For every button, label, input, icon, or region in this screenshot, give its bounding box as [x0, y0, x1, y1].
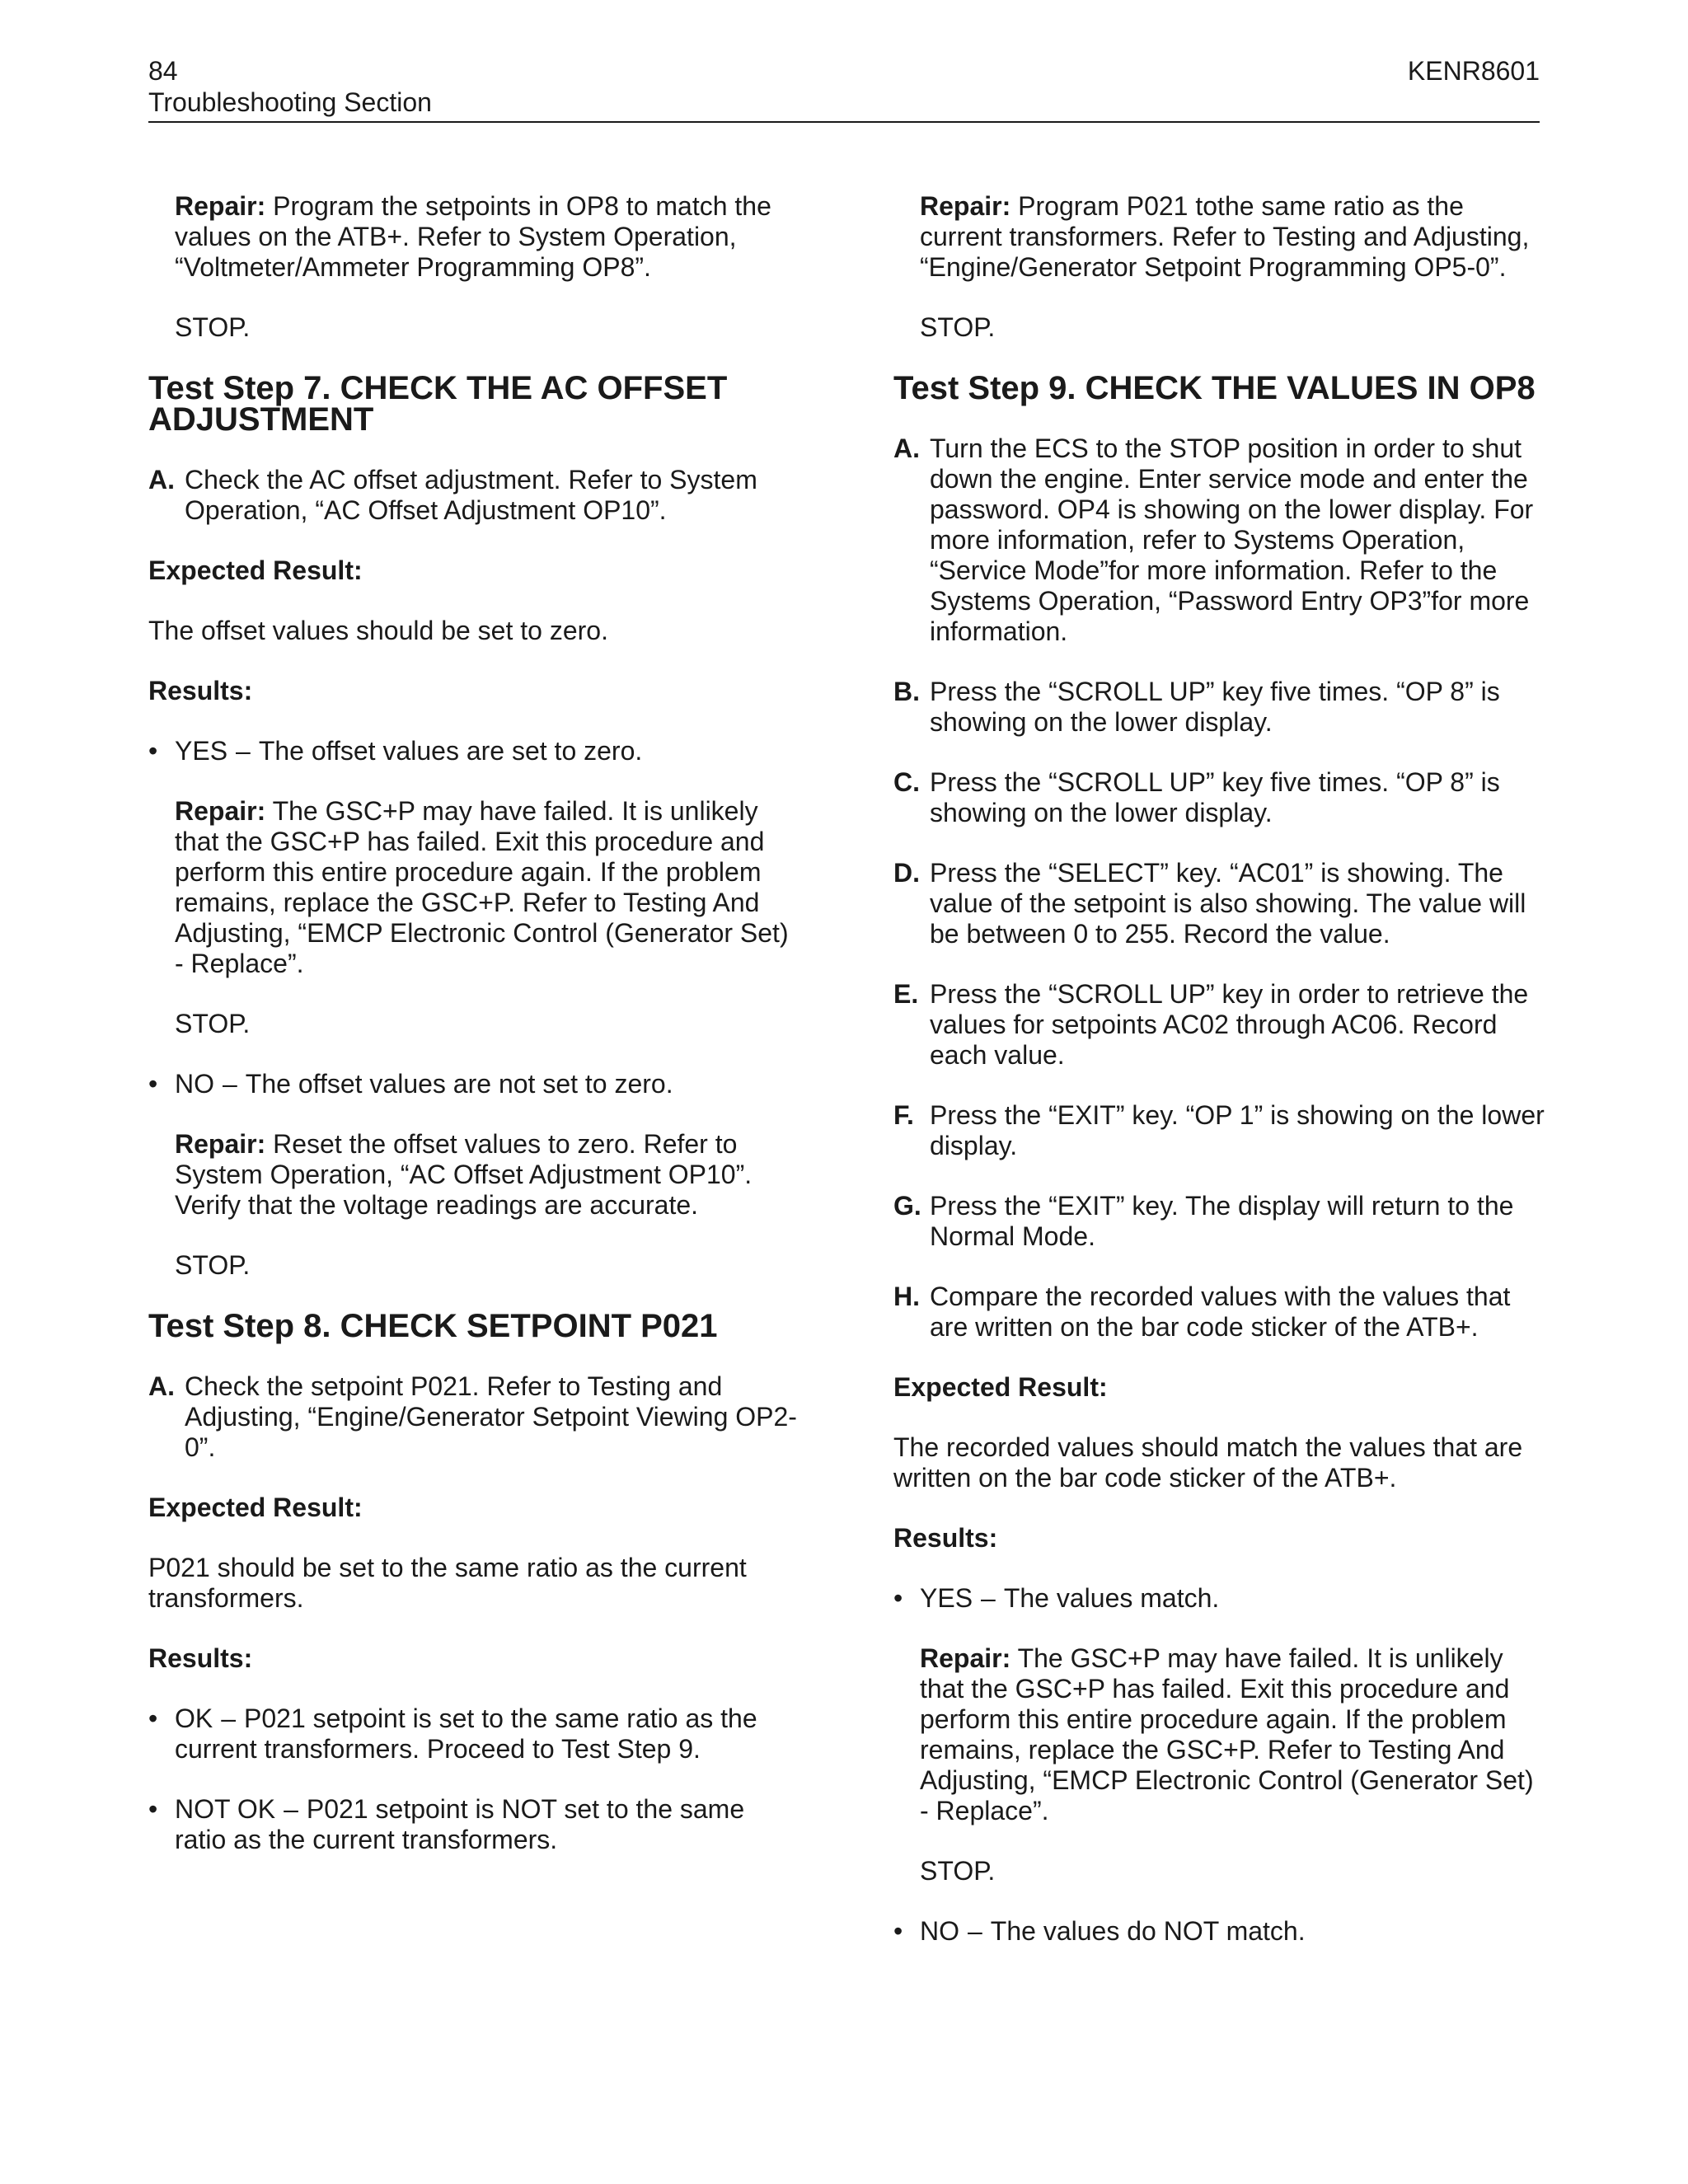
stop-text: STOP.: [920, 1856, 996, 1886]
expected-result-label: Expected Result:: [893, 1372, 1108, 1402]
step9-heading: Test Step 9. CHECK THE VALUES IN OP8: [893, 370, 1536, 406]
step9-item-h: [893, 1282, 1545, 1343]
result-key: NOT OK: [175, 1794, 276, 1824]
step-text: Check the AC offset adjustment. Refer to System Operation, “AC Offset Adjustment OP10”.: [185, 465, 757, 525]
step-letter: C.: [893, 767, 920, 797]
result-not-ok: [148, 1794, 799, 1855]
repair-text: The GSC+P may have failed. It is unlikely that the GSC+P has failed. Exit this procedure and perform this entire procedure again. If the problem remains, replace the GSC+P. Refer to Testing And Adjusting, “EMCP Electronic Control (Generator Set) - Replace”.: [175, 796, 789, 978]
result-yes: [893, 1583, 1545, 1614]
result-no: [148, 1069, 799, 1099]
step-letter: F.: [893, 1100, 914, 1130]
step-text: Press the “EXIT” key. The display will return to the Normal Mode.: [930, 1191, 1514, 1251]
bullet-glyph: •: [148, 1794, 158, 1824]
repair-text: The GSC+P may have failed. It is unlikely that the GSC+P has failed. Exit this procedure and perform this entire procedure again. If the problem remains, replace the GSC+P. Refer to Testing And Adjusting, “EMCP Electronic Control (Generator Set) - Replace”.: [920, 1643, 1534, 1825]
step9-item-e: [893, 979, 1545, 1071]
expected-result-label: Expected Result:: [148, 1493, 363, 1522]
bullet-glyph: •: [148, 1069, 158, 1099]
stop-text: STOP.: [175, 1009, 251, 1038]
page-number: 84: [148, 56, 178, 86]
step9-item-d: [893, 858, 1545, 949]
section-title: Troubleshooting Section: [148, 87, 432, 117]
bullet-glyph: •: [893, 1916, 903, 1946]
result-yes: [148, 736, 799, 766]
step-letter: A.: [893, 434, 920, 463]
right-column: [893, 191, 1545, 1976]
result-text: The values match.: [1003, 1583, 1220, 1613]
stop-text: STOP.: [920, 312, 996, 342]
step9-item-b: [893, 677, 1545, 738]
step-letter: H.: [893, 1282, 920, 1311]
step-letter: D.: [893, 858, 920, 888]
results-label: Results:: [148, 676, 253, 705]
step-text: Compare the recorded values with the values that are written on the bar code sticker of the ATB+.: [930, 1282, 1511, 1342]
step-letter: A.: [148, 465, 175, 494]
repair-paragraph: [893, 191, 1545, 283]
step-letter: E.: [893, 979, 919, 1009]
repair-text: Reset the offset values to zero. Refer to System Operation, “AC Offset Adjustment OP10”. Verify that the voltage readings are accurate.: [175, 1129, 753, 1220]
step8-heading: Test Step 8. CHECK SETPOINT P021: [148, 1308, 718, 1344]
repair-label: Repair:: [175, 1129, 266, 1159]
expected-result-text: The offset values should be set to zero.: [148, 616, 608, 645]
step-text: Turn the ECS to the STOP position in order to shut down the engine. Enter service mode and enter the password. OP4 is showing on the lower display. For more information, refer to Systems Operation, “Service Mode”for more information. Refer to the Systems Operation, “Password Entry OP3”for more information.: [930, 434, 1534, 646]
result-text: The values do NOT match.: [990, 1916, 1306, 1946]
dash-glyph: –: [236, 736, 251, 766]
bullet-glyph: •: [893, 1583, 903, 1613]
expected-result-text: The recorded values should match the values that are written on the bar code sticker of the ATB+.: [893, 1432, 1523, 1493]
result-key: NO: [175, 1069, 214, 1099]
result-text: The offset values are not set to zero.: [245, 1069, 673, 1099]
header-rule: [148, 121, 1540, 123]
result-key: NO: [920, 1916, 959, 1946]
result-key: YES: [175, 736, 228, 766]
document-id: KENR8601: [1407, 56, 1540, 86]
step-letter: A.: [148, 1371, 175, 1401]
repair-paragraph: [148, 1129, 799, 1221]
results-label: Results:: [893, 1523, 998, 1553]
dash-glyph: –: [981, 1583, 996, 1613]
repair-label: Repair:: [920, 1643, 1011, 1673]
bullet-glyph: •: [148, 1704, 158, 1733]
repair-paragraph: [148, 191, 799, 283]
step-text: Press the “SCROLL UP” key five times. “OP 8” is showing on the lower display.: [930, 767, 1500, 827]
expected-result-text: P021 should be set to the same ratio as the current transformers.: [148, 1553, 747, 1613]
expected-result-label: Expected Result:: [148, 555, 363, 585]
step-text: Press the “SCROLL UP” key five times. “OP 8” is showing on the lower display.: [930, 677, 1500, 737]
dash-glyph: –: [284, 1794, 298, 1824]
step-text: Press the “SCROLL UP” key in order to retrieve the values for setpoints AC02 through AC06. Record each value.: [930, 979, 1529, 1070]
step-letter: G.: [893, 1191, 921, 1221]
result-key: OK: [175, 1704, 213, 1733]
step9-item-a: [893, 434, 1545, 647]
step-letter: B.: [893, 677, 920, 706]
dash-glyph: –: [223, 1069, 237, 1099]
result-text: P021 setpoint is set to the same ratio as the current transformers. Proceed to Test Step 9.: [175, 1704, 757, 1764]
left-column: [148, 191, 799, 1885]
repair-paragraph: [148, 796, 799, 979]
stop-text: STOP.: [175, 1250, 251, 1280]
stop-text: STOP.: [175, 312, 251, 342]
repair-text: Program the setpoints in OP8 to match the values on the ATB+. Refer to System Operation, “Voltmeter/Ammeter Programming OP8”.: [175, 191, 771, 282]
step-text: Check the setpoint P021. Refer to Testing and Adjusting, “Engine/Generator Setpoint Viewing OP2-0”.: [185, 1371, 797, 1462]
step9-item-f: [893, 1100, 1545, 1161]
repair-paragraph: [893, 1643, 1545, 1826]
result-ok: [148, 1704, 799, 1765]
dash-glyph: –: [221, 1704, 237, 1733]
step9-item-g: [893, 1191, 1545, 1252]
results-label: Results:: [148, 1643, 253, 1673]
step-text: Press the “SELECT” key. “AC01” is showing. The value of the setpoint is also showing. The value will be between 0 to 255. Record the value.: [930, 858, 1526, 949]
step8-item-a: [148, 1371, 799, 1463]
repair-label: Repair:: [920, 191, 1011, 221]
step9-item-c: [893, 767, 1545, 828]
result-text: The offset values are set to zero.: [258, 736, 643, 766]
dash-glyph: –: [968, 1916, 982, 1946]
repair-label: Repair:: [175, 796, 266, 826]
repair-text: Program P021 tothe same ratio as the current transformers. Refer to Testing and Adjusting, “Engine/Generator Setpoint Programming OP5-0”.: [920, 191, 1530, 282]
result-text: P021 setpoint is NOT set to the same ratio as the current transformers.: [175, 1794, 745, 1854]
step-text: Press the “EXIT” key. “OP 1” is showing on the lower display.: [930, 1100, 1545, 1160]
step7-item-a: [148, 465, 799, 526]
result-no: [893, 1916, 1545, 1947]
step7-heading: Test Step 7. CHECK THE AC OFFSET ADJUSTMENT: [148, 370, 728, 438]
bullet-glyph: •: [148, 736, 158, 766]
result-key: YES: [920, 1583, 973, 1613]
repair-label: Repair:: [175, 191, 266, 221]
